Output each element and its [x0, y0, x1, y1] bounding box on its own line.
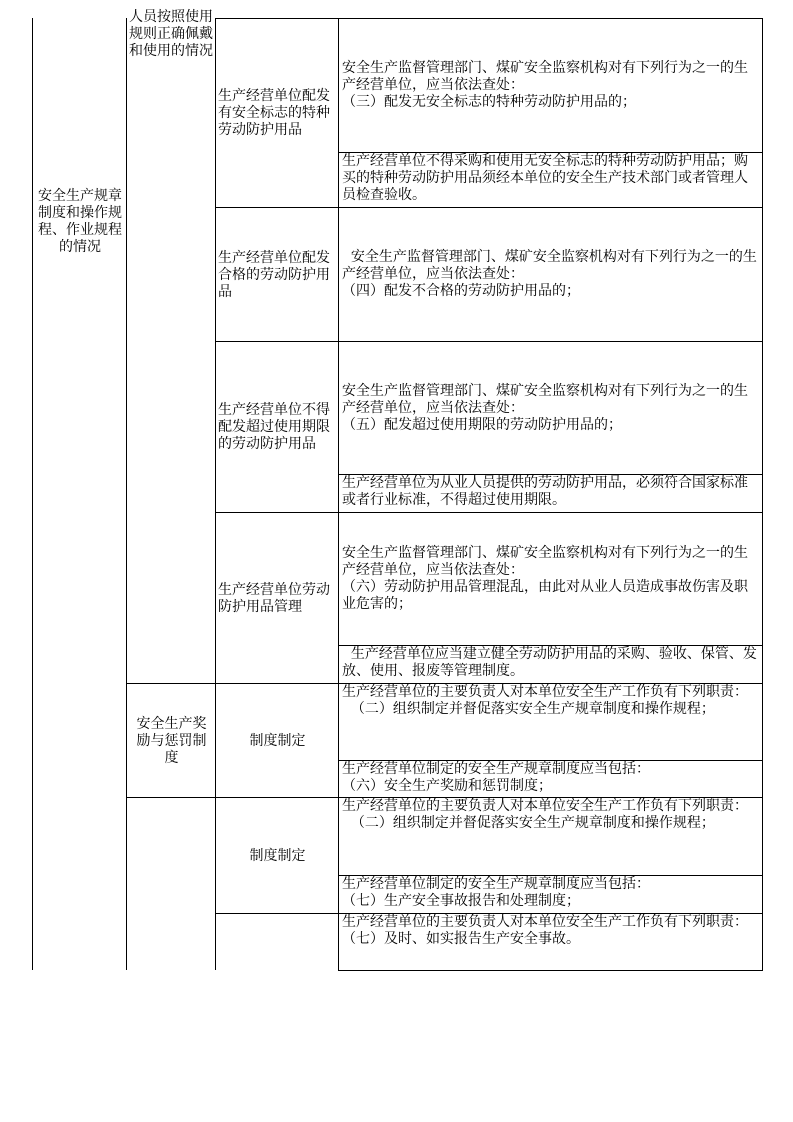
provision-text: 安全生产监督管理部门、煤矿安全监察机构对有下列行为之一的生产经营单位，应当依法查处： （六）劳动防护用品管理混乱，由此对从业人员造成事故伤害及职业危害的； — [342, 545, 748, 612]
subitem-text: 制度制定 — [249, 847, 306, 864]
provision-cell — [338, 512, 763, 646]
provision-text: 安全生产监督管理部门、煤矿安全监察机构对有下列行为之一的生产经营单位，应当依法查处： （三）配发无安全标志的特种劳动防护用品的； — [342, 60, 748, 110]
provision-cell — [338, 683, 763, 761]
subitem-cell — [215, 683, 339, 798]
subitem-cell — [215, 512, 339, 684]
subitem-text: 生产经营单位劳动防护用品管理 — [218, 581, 330, 615]
item-text: 安全生产奖励与惩罚制度 — [136, 715, 207, 766]
subitem-cell — [215, 207, 339, 342]
subitem-text: 生产经营单位配发合格的劳动防护用品 — [218, 249, 330, 300]
provision-text: 安全生产监督管理部门、煤矿安全监察机构对有下列行为之一的生产经营单位，应当依法查处： （四）配发不合格的劳动防护用品的； — [342, 249, 757, 299]
provision-text: 安全生产监督管理部门、煤矿安全监察机构对有下列行为之一的生产经营单位，应当依法查处： （五）配发超过使用期限的劳动防护用品的； — [342, 382, 748, 433]
category-text: 安全生产规章制度和操作规程、作业规程的情况 — [38, 188, 122, 255]
provision-text: 生产经营单位制定的安全生产规章制度应当包括： （七）生产安全事故报告和处理制度； — [342, 876, 650, 909]
subitem-cell — [215, 913, 339, 970]
category-cell — [32, 18, 127, 970]
subitem-cell — [215, 18, 339, 208]
provision-cell — [338, 341, 763, 475]
provision-text: 生产经营单位为从业人员提供的劳动防护用品，必须符合国家标准或者行业标准，不得超过使用期限。 — [342, 475, 748, 508]
subitem-text: 生产经营单位配发有安全标志的特种劳动防护用品 — [218, 88, 330, 138]
item-text: 人员按照使用规则正确佩戴和使用的情况 — [129, 9, 213, 59]
provision-cell — [338, 18, 763, 153]
provision-cell — [338, 207, 763, 342]
provision-text: 生产经营单位的主要负责人对本单位安全生产工作负有下列职责： （二）组织制定并督促落实安全生产规章制度和操作规程； — [342, 684, 748, 717]
item-cell-rewards — [126, 683, 216, 798]
provision-text: 生产经营单位的主要负责人对本单位安全生产工作负有下列职责： （二）组织制定并督促落实安全生产规章制度和操作规程； — [342, 798, 748, 831]
provision-cell — [338, 760, 763, 798]
provision-text: 生产经营单位应当建立健全劳动防护用品的采购、验收、保管、发放、使用、报废等管理制度。 — [342, 646, 757, 679]
provision-cell — [338, 474, 763, 513]
subitem-cell — [215, 341, 339, 513]
provision-text: 生产经营单位的主要负责人对本单位安全生产工作负有下列职责： （七）及时、如实报告生产安全事故。 — [342, 914, 748, 947]
provision-cell — [338, 152, 763, 208]
subitem-text: 生产经营单位不得配发超过使用期限的劳动防护用品 — [218, 402, 330, 452]
provision-cell — [338, 645, 763, 684]
provision-text: 生产经营单位制定的安全生产规章制度应当包括： （六）安全生产奖励和惩罚制度； — [342, 761, 650, 794]
item-cell-empty — [126, 797, 216, 970]
provision-cell — [338, 797, 763, 876]
provision-text: 生产经营单位不得采购和使用无安全标志的特种劳动防护用品；购买的特种劳动防护用品须经本单位的安全生产技术部门或者管理人员检查验收。 — [342, 153, 748, 203]
provision-cell — [338, 875, 763, 914]
subitem-cell — [215, 797, 339, 914]
subitem-text: 制度制定 — [249, 732, 306, 749]
provision-cell — [338, 913, 763, 971]
item-cell-ppe-usage — [126, 9, 216, 684]
